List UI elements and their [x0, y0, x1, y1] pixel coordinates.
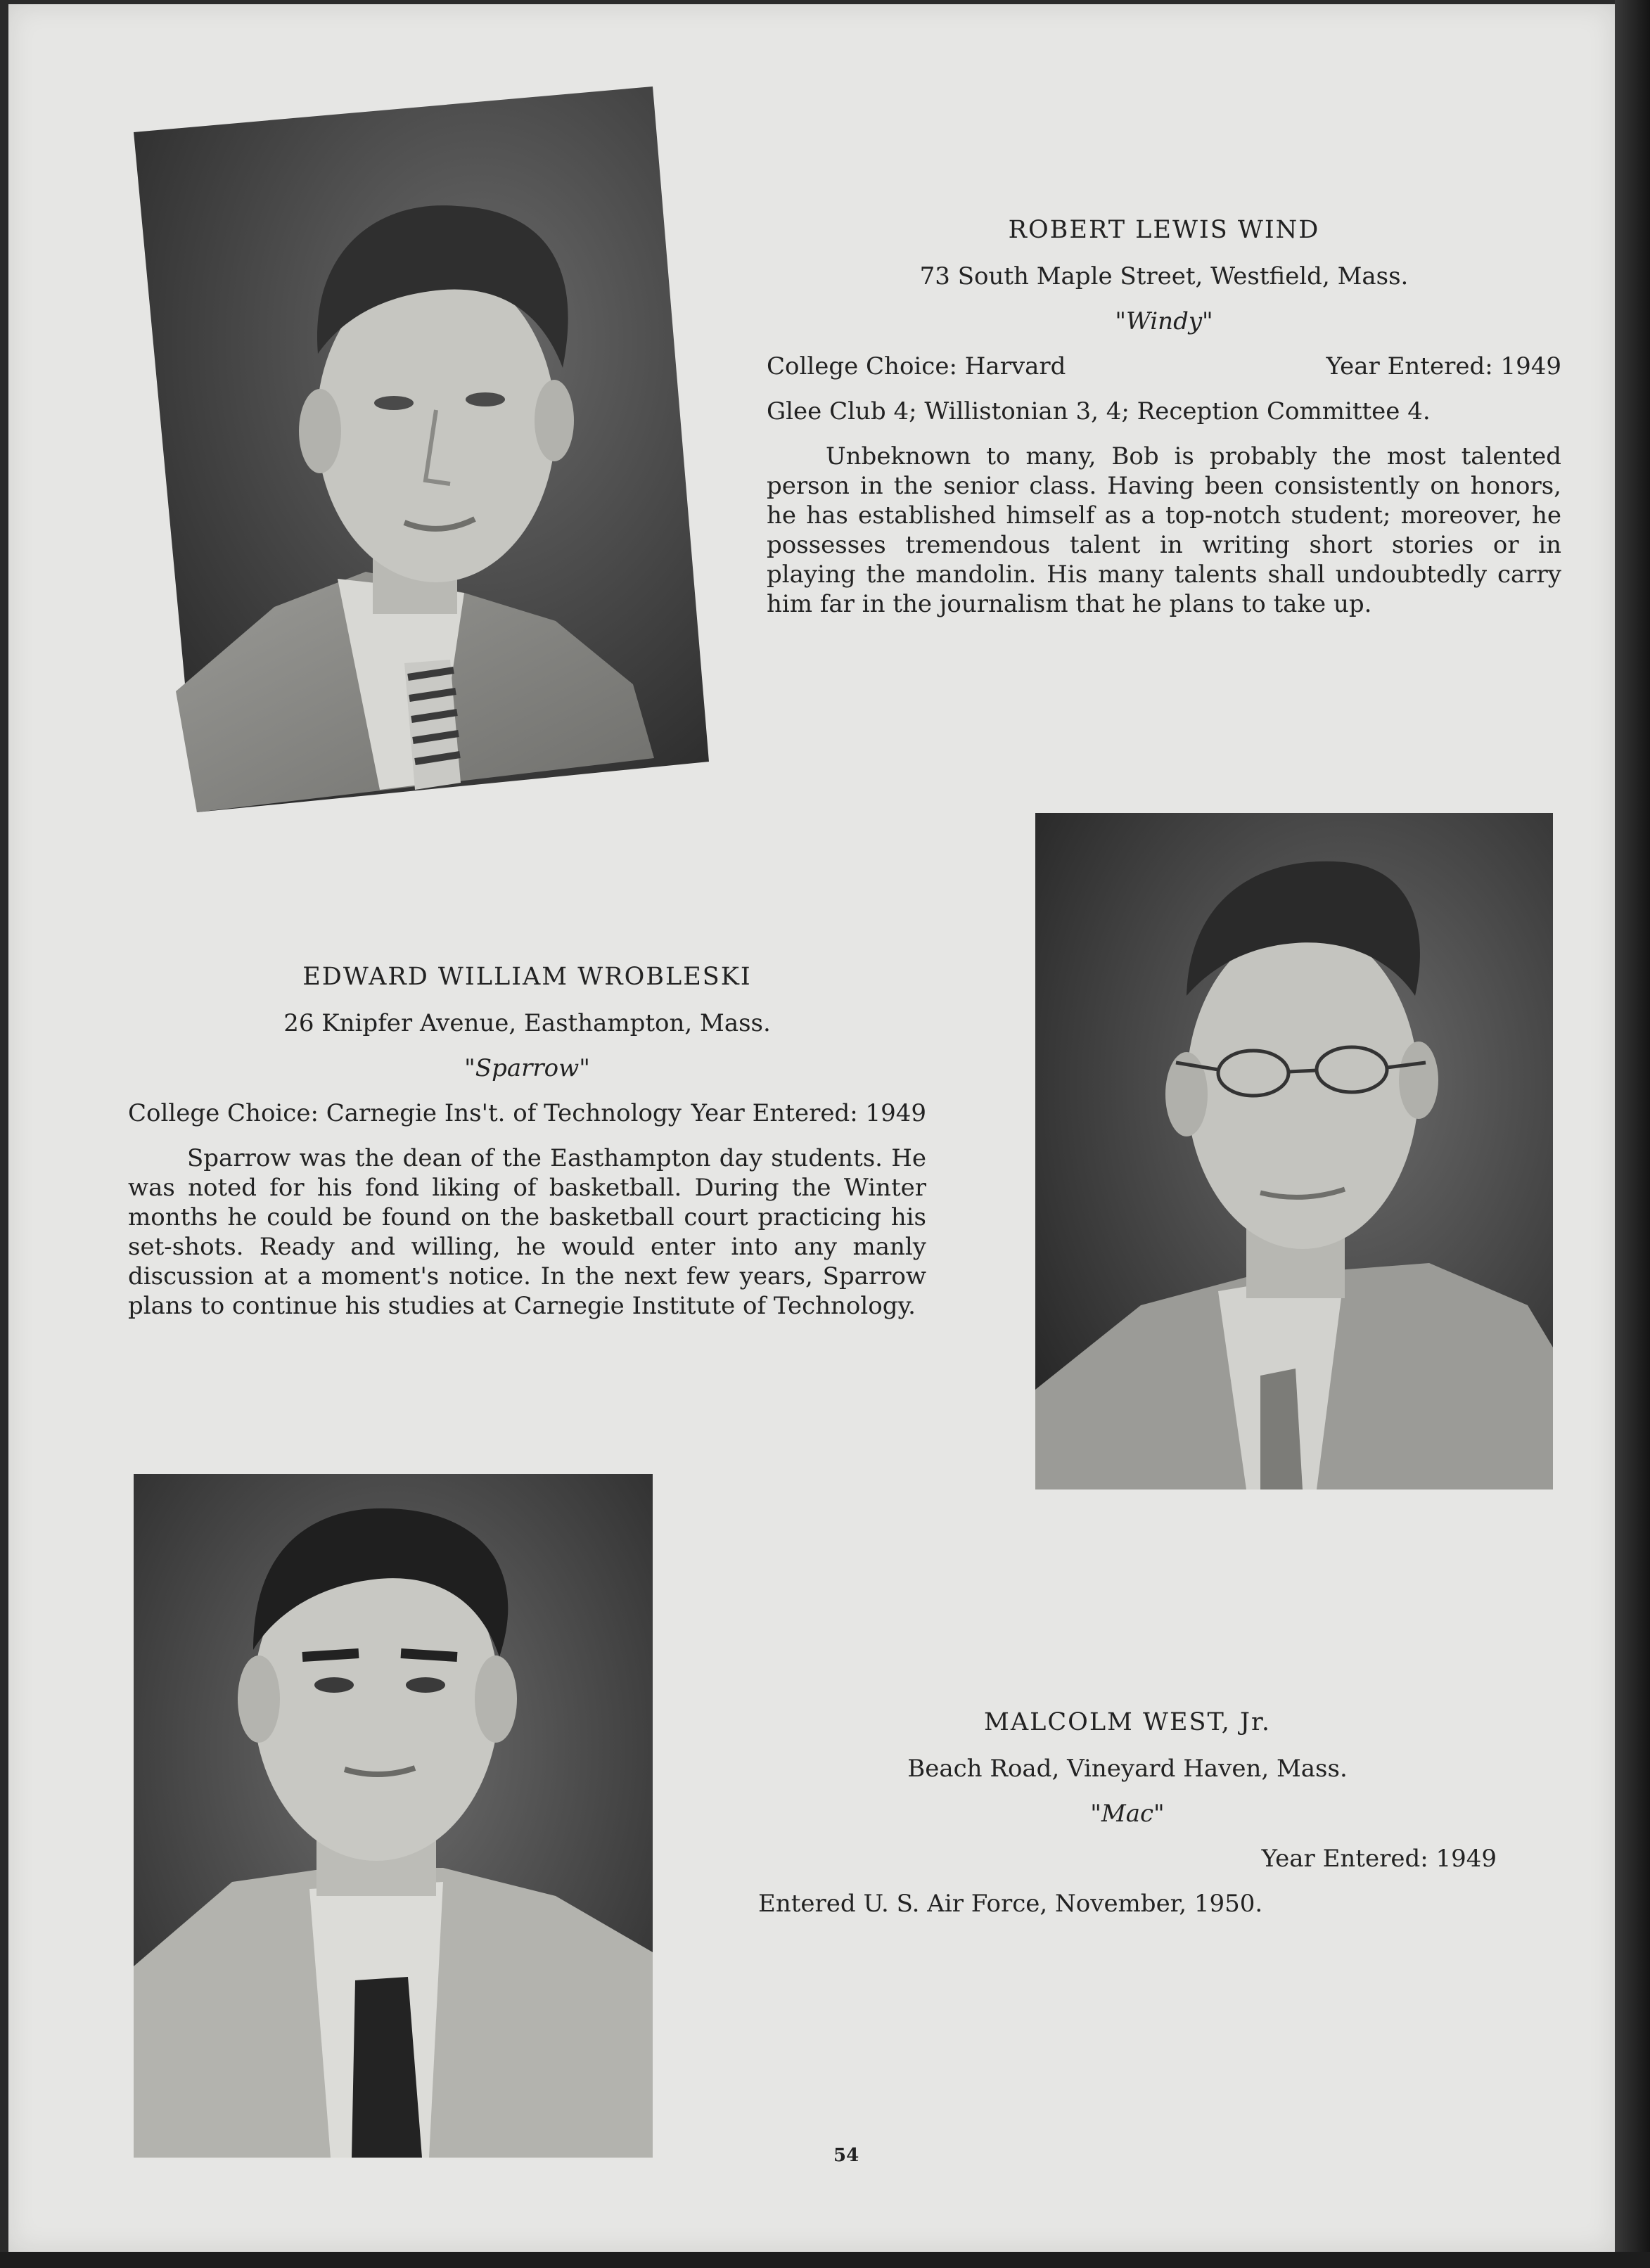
- year-entered: Year Entered: 1949: [1261, 1845, 1497, 1873]
- page-edge-shadow-bottom: [0, 2252, 1650, 2268]
- student-address: Beach Road, Vineyard Haven, Mass.: [907, 1755, 1348, 1783]
- entry-malcolm-west: [758, 1708, 1497, 1918]
- student-bio: Sparrow was the dean of the Easthampton day students. He was noted for his fond liking of basketball. During the Winter months he could be found on the basketball court practicing his set-shots. Ready and willing, he would enter into any manly discussion at a moment's notice. In the next few years, Sparrow plans to continue his studies at Carnegie Institute of Technology.: [128, 1144, 926, 1320]
- student-activities: Glee Club 4; Willistonian 3, 4; Reception Committee 4.: [767, 397, 1431, 425]
- student-name: MALCOLM WEST, Jr.: [983, 1708, 1272, 1736]
- year-entered: Year Entered: 1949: [1326, 352, 1561, 380]
- year-row: [758, 1844, 1497, 1873]
- portrait-photo-robert-wind: [134, 87, 709, 812]
- student-nickname: "Sparrow": [464, 1054, 590, 1082]
- student-nickname: "Mac": [1090, 1800, 1165, 1828]
- student-nickname: "Windy": [1115, 307, 1213, 335]
- student-address: 73 South Maple Street, Westfield, Mass.: [919, 262, 1409, 290]
- portrait-photo-malcolm-west: [134, 1474, 653, 2158]
- entry-robert-wind: [767, 215, 1561, 619]
- portrait-photo-edward-wrobleski: [1035, 813, 1553, 1489]
- student-bio: Unbeknown to many, Bob is probably the most talented person in the senior class. Having been consistently on honors, he has established himself as a top-notch student; moreover, he possesses tremendous talent in writing short stories or in playing the mandolin. His many talents shall undoubtedly carry him far in the journalism that he plans to take up.: [767, 442, 1561, 618]
- page-number: 54: [833, 2145, 859, 2166]
- student-note: Entered U. S. Air Force, November, 1950.: [758, 1890, 1263, 1918]
- page-edge-shadow: [1615, 0, 1650, 2268]
- entry-edward-wrobleski: [128, 962, 926, 1321]
- college-choice: College Choice: Carnegie Ins't. of Technology: [128, 1099, 682, 1127]
- student-name: EDWARD WILLIAM WROBLESKI: [302, 963, 752, 991]
- year-entered: Year Entered: 1949: [691, 1099, 926, 1127]
- student-address: 26 Knipfer Avenue, Easthampton, Mass.: [283, 1009, 771, 1037]
- student-name: ROBERT LEWIS WIND: [1008, 216, 1320, 244]
- college-choice: College Choice: Harvard: [767, 352, 1066, 380]
- college-year-row: [767, 352, 1561, 381]
- college-year-row: [128, 1098, 926, 1128]
